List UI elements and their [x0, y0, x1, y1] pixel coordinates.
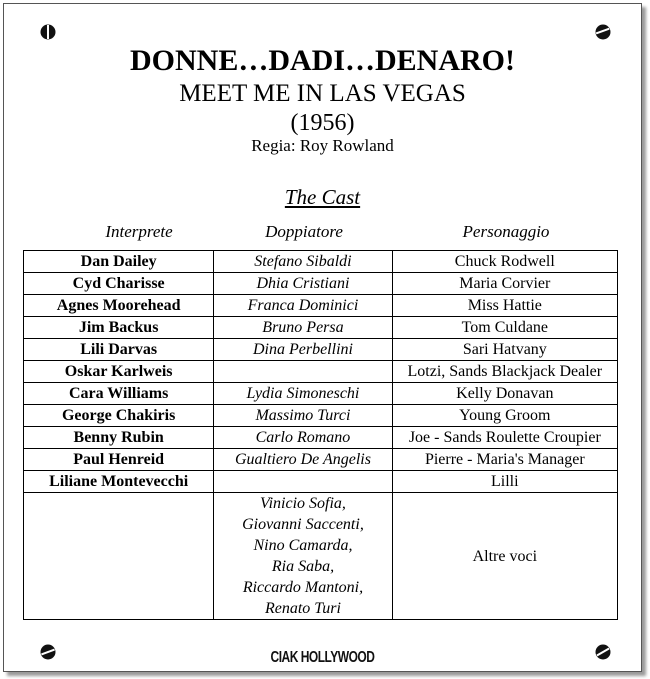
actor-cell: Dan Dailey — [24, 251, 214, 273]
dubber-cell — [214, 361, 392, 383]
dubber-cell — [214, 471, 392, 493]
character-cell: Joe - Sands Roulette Croupier — [392, 427, 617, 449]
character-cell: Sari Hatvany — [392, 339, 617, 361]
cast-card — [3, 3, 642, 672]
dubber-name: Vinicio Sofia, — [260, 495, 346, 512]
table-row — [24, 339, 618, 361]
dubber-cell: Dina Perbellini — [214, 339, 392, 361]
table-row — [24, 383, 618, 405]
actor-cell: Cyd Charisse — [24, 273, 214, 295]
ciak-hollywood-logo: CIAK HOLLYWOOD — [270, 647, 375, 667]
actor-cell: Lili Darvas — [24, 339, 214, 361]
dubber-name: Renato Turi — [264, 600, 341, 617]
director-credit: Regia: Roy Rowland — [251, 136, 394, 155]
dubber-cell: Lydia Simoneschi — [214, 383, 392, 405]
other-voices-dubbers — [214, 493, 392, 620]
dubber-name: Ria Saba, — [271, 558, 335, 575]
actor-cell: Benny Rubin — [24, 427, 214, 449]
dubber-cell: Stefano Sibaldi — [214, 251, 392, 273]
column-header-interprete: Interprete — [105, 222, 173, 241]
actor-cell-empty — [24, 493, 214, 620]
actor-cell: George Chakiris — [24, 405, 214, 427]
character-cell: Tom Culdane — [392, 317, 617, 339]
table-row — [24, 427, 618, 449]
table-row — [24, 361, 618, 383]
screw-icon — [595, 24, 611, 40]
column-header-doppiatore: Doppiatore — [265, 222, 343, 241]
character-cell: Pierre - Maria's Manager — [392, 449, 617, 471]
dubber-cell: Massimo Turci — [214, 405, 392, 427]
table-row — [24, 317, 618, 339]
dubber-cell: Gualtiero De Angelis — [214, 449, 392, 471]
actor-cell: Liliane Montevecchi — [24, 471, 214, 493]
dubber-cell: Dhia Cristiani — [214, 273, 392, 295]
actor-cell: Agnes Moorehead — [24, 295, 214, 317]
character-cell: Miss Hattie — [392, 295, 617, 317]
character-cell: Lotzi, Sands Blackjack Dealer — [392, 361, 617, 383]
movie-title: DONNE…DADI…DENARO! — [129, 44, 515, 77]
other-voices-label: Altre voci — [392, 493, 617, 620]
actor-cell: Oskar Karlweis — [24, 361, 214, 383]
table-row — [24, 295, 618, 317]
dubber-name: Giovanni Saccenti, — [242, 516, 364, 533]
character-cell: Chuck Rodwell — [392, 251, 617, 273]
release-year: (1956) — [290, 110, 355, 136]
table-row — [24, 273, 618, 295]
dubber-cell: Carlo Romano — [214, 427, 392, 449]
character-cell: Young Groom — [392, 405, 617, 427]
table-row — [24, 405, 618, 427]
table-row-other-voices — [24, 493, 618, 620]
character-cell: Kelly Donavan — [392, 383, 617, 405]
column-header-personaggio: Personaggio — [462, 222, 550, 241]
dubber-cell: Franca Dominici — [214, 295, 392, 317]
dubber-name: Riccardo Mantoni, — [242, 579, 364, 596]
original-title: MEET ME IN LAS VEGAS — [179, 80, 466, 107]
table-row — [24, 471, 618, 493]
table-row — [24, 449, 618, 471]
character-cell: Lilli — [392, 471, 617, 493]
character-cell: Maria Corvier — [392, 273, 617, 295]
actor-cell: Paul Henreid — [24, 449, 214, 471]
actor-cell: Cara Williams — [24, 383, 214, 405]
cast-heading: The Cast — [284, 185, 361, 209]
actor-cell: Jim Backus — [24, 317, 214, 339]
table-row — [24, 251, 618, 273]
dubber-name: Nino Camarda, — [253, 537, 353, 554]
screw-icon — [40, 24, 56, 40]
dubber-cell: Bruno Persa — [214, 317, 392, 339]
cast-table — [23, 250, 618, 620]
